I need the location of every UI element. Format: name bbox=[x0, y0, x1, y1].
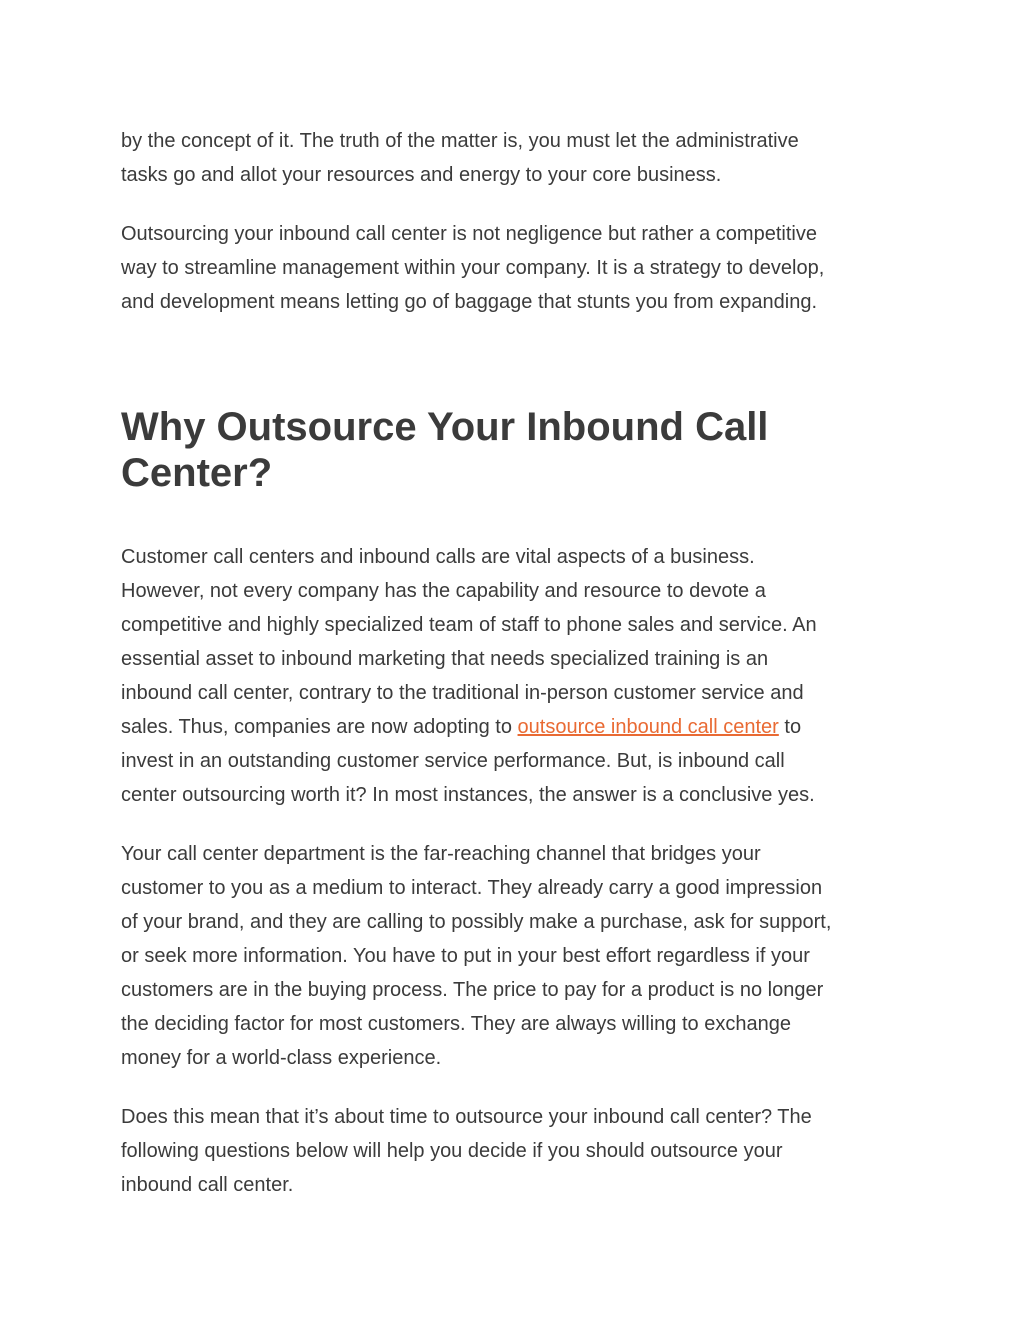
outsource-inbound-call-center-link[interactable]: outsource inbound call center bbox=[517, 716, 779, 738]
text-line: tasks go and allot your resources and energy to your core business. bbox=[121, 164, 722, 186]
paragraph-customer-call-centers bbox=[121, 540, 911, 812]
text-line: the deciding factor for most customers. They are always willing to exchange bbox=[121, 1013, 791, 1035]
text-line: inbound call center, contrary to the traditional in-person customer service and bbox=[121, 682, 804, 704]
text-line: customers are in the buying process. The price to pay for a product is no longer bbox=[121, 979, 824, 1001]
text-line: Your call center department is the far-reaching channel that bridges your bbox=[121, 843, 761, 865]
text-line: essential asset to inbound marketing that needs specialized training is an bbox=[121, 648, 769, 670]
text-line: competitive and highly specialized team of staff to phone sales and service. An bbox=[121, 614, 817, 636]
text-line: Customer call centers and inbound calls are vital aspects of a business. bbox=[121, 546, 755, 568]
text-line: center outsourcing worth it? In most instances, the answer is a conclusive yes. bbox=[121, 784, 815, 806]
text-line: or seek more information. You have to put in your best effort regardless if your bbox=[121, 945, 810, 967]
text-line: money for a world-class experience. bbox=[121, 1047, 442, 1069]
text-line: by the concept of it. The truth of the matter is, you must let the administrative bbox=[121, 130, 799, 152]
text-line: invest in an outstanding customer service performance. But, is inbound call bbox=[121, 750, 785, 772]
section-heading bbox=[121, 404, 911, 496]
text-line: following questions below will help you decide if you should outsource your bbox=[121, 1140, 783, 1162]
text-line: Outsourcing your inbound call center is not negligence but rather a competitive bbox=[121, 223, 817, 245]
text-line: However, not every company has the capability and resource to devote a bbox=[121, 580, 766, 602]
text-line: way to streamline management within your company. It is a strategy to develop, bbox=[121, 257, 825, 279]
document-page bbox=[121, 124, 911, 1202]
heading-line: Center? bbox=[121, 451, 273, 495]
paragraph-intro bbox=[121, 124, 911, 192]
paragraph-outsourcing bbox=[121, 217, 911, 319]
text-segment: to bbox=[778, 716, 802, 738]
heading-line: Why Outsource Your Inbound Call bbox=[121, 405, 769, 449]
text-segment: sales. Thus, companies are now adopting to bbox=[121, 716, 518, 738]
text-line bbox=[121, 710, 911, 744]
paragraph-call-center-department bbox=[121, 837, 911, 1075]
text-line: customer to you as a medium to interact. They already carry a good impression bbox=[121, 877, 823, 899]
text-line: Does this mean that it’s about time to outsource your inbound call center? The bbox=[121, 1106, 812, 1128]
text-line: and development means letting go of baggage that stunts you from expanding. bbox=[121, 291, 818, 313]
text-line: inbound call center. bbox=[121, 1174, 294, 1196]
text-line: of your brand, and they are calling to possibly make a purchase, ask for support, bbox=[121, 911, 832, 933]
paragraph-decision bbox=[121, 1100, 911, 1202]
